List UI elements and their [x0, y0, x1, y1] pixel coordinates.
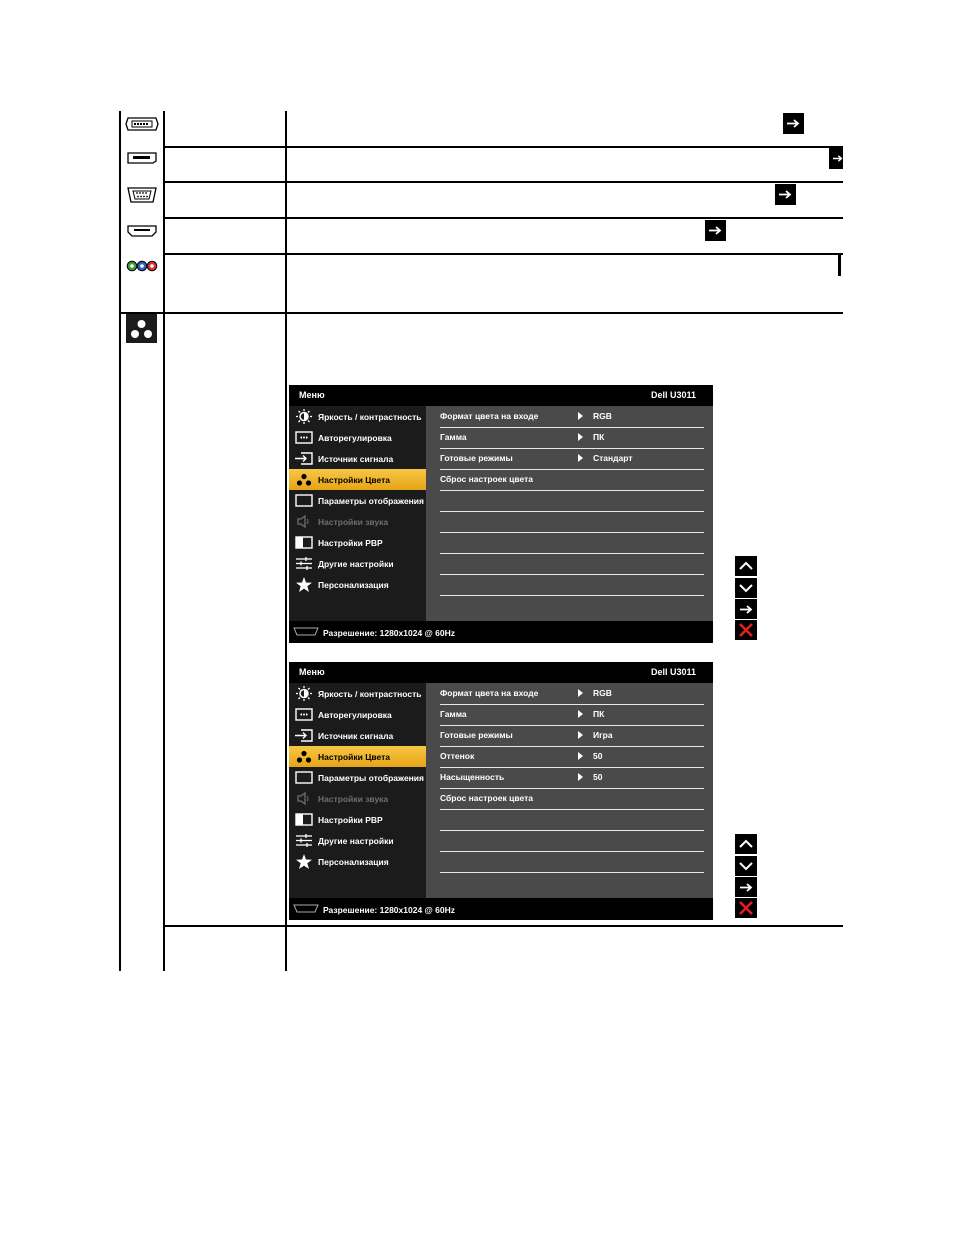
option-row: [440, 830, 704, 852]
color-settings-icon: [295, 749, 313, 764]
triangle-right-icon: [578, 731, 583, 739]
other-settings-icon: [295, 556, 313, 571]
option-value: 50: [593, 772, 603, 782]
option-label: Готовые режимы: [440, 730, 513, 740]
right-arrow-icon: [783, 113, 804, 134]
row-divider: [163, 146, 843, 148]
vga-connector-icon: [126, 186, 158, 204]
enter-button[interactable]: [735, 599, 757, 619]
osd-model-name: Dell U3011: [650, 390, 696, 400]
right-arrow-icon: [775, 184, 796, 205]
menu-item-brightness[interactable]: [289, 683, 426, 704]
menu-item-label: Яркость / контрастность: [318, 412, 422, 422]
option-row[interactable]: [440, 788, 704, 810]
component-rgb-connectors-icon: [126, 260, 158, 272]
option-row[interactable]: [440, 704, 704, 726]
osd-submenu: [426, 406, 713, 621]
option-row: [440, 532, 704, 554]
option-value: RGB: [593, 688, 612, 698]
triangle-right-icon: [578, 454, 583, 462]
menu-item-label: Настройки Цвета: [318, 475, 391, 485]
row-divider: [163, 253, 843, 255]
hdmi-connector-icon: [127, 225, 157, 237]
vga-connector-icon: [293, 904, 319, 913]
osd-footer: [289, 898, 713, 920]
displayport-connector-icon: [127, 152, 157, 164]
menu-item-label: Авторегулировка: [318, 433, 392, 443]
down-icon: [739, 861, 753, 871]
option-row[interactable]: [440, 469, 704, 491]
input-source-icon: [295, 728, 313, 743]
menu-item-pbp[interactable]: [289, 532, 426, 553]
exit-x-icon: [739, 901, 753, 915]
menu-item-audio[interactable]: [289, 511, 426, 532]
menu-item-pbp[interactable]: [289, 809, 426, 830]
right-arrow-icon: [829, 148, 843, 169]
menu-item-color-settings[interactable]: [289, 746, 426, 767]
osd-footer: [289, 621, 713, 643]
option-label: Готовые режимы: [440, 453, 513, 463]
up-button[interactable]: [735, 834, 757, 854]
table-col1-border: [163, 111, 165, 971]
menu-item-label: Авторегулировка: [318, 710, 392, 720]
display-settings-icon: [295, 493, 313, 508]
triangle-right-icon: [578, 412, 583, 420]
color-settings-icon: [126, 314, 157, 343]
exit-button[interactable]: [735, 620, 757, 640]
menu-item-label: Настройки Цвета: [318, 752, 391, 762]
down-icon: [739, 583, 753, 593]
option-row: [440, 511, 704, 533]
menu-item-label: Другие настройки: [318, 559, 394, 569]
brightness-icon: [295, 409, 313, 424]
table-col2-border: [285, 111, 287, 971]
down-button[interactable]: [735, 856, 757, 876]
triangle-right-icon: [578, 433, 583, 441]
menu-item-label: Настройки PBP: [318, 538, 383, 548]
vga-connector-icon: [293, 627, 319, 636]
osd-submenu: [426, 683, 713, 898]
enter-arrow-icon: [740, 883, 753, 892]
option-label: Оттенок: [440, 751, 475, 761]
osd-header: [289, 385, 713, 406]
option-value: Стандарт: [593, 453, 633, 463]
triangle-right-icon: [578, 710, 583, 718]
option-value: 50: [593, 751, 603, 761]
option-row[interactable]: [440, 767, 704, 789]
menu-item-display-settings[interactable]: [289, 490, 426, 511]
osd-main-menu: [289, 406, 426, 621]
button-edge-fragment: [838, 255, 841, 276]
row-divider: [119, 312, 843, 314]
other-settings-icon: [295, 833, 313, 848]
option-label: Гамма: [440, 709, 467, 719]
option-row: [440, 553, 704, 575]
menu-item-input-source[interactable]: [289, 725, 426, 746]
osd-header: [289, 662, 713, 683]
color-settings-icon: [295, 472, 313, 487]
option-label: Сброс настроек цвета: [440, 793, 533, 803]
row-divider: [163, 217, 843, 219]
menu-item-label: Параметры отображения: [318, 773, 424, 783]
menu-item-other-settings[interactable]: [289, 553, 426, 574]
triangle-right-icon: [578, 773, 583, 781]
option-label: Гамма: [440, 432, 467, 442]
up-icon: [739, 839, 753, 849]
option-row[interactable]: [440, 746, 704, 768]
menu-item-personalize[interactable]: [289, 851, 426, 872]
option-value: RGB: [593, 411, 612, 421]
osd-screen: [289, 662, 713, 920]
osd-menu-title: Меню: [299, 390, 325, 400]
down-button[interactable]: [735, 578, 757, 598]
option-label: Формат цвета на входе: [440, 688, 539, 698]
menu-item-audio[interactable]: [289, 788, 426, 809]
menu-item-label: Другие настройки: [318, 836, 394, 846]
option-value: ПК: [593, 432, 605, 442]
audio-icon: [295, 791, 313, 806]
menu-item-personalize[interactable]: [289, 574, 426, 595]
menu-item-label: Настройки звука: [318, 794, 389, 804]
row-divider: [163, 925, 843, 927]
option-label: Насыщенность: [440, 772, 505, 782]
menu-item-label: Параметры отображения: [318, 496, 424, 506]
resolution-text: Разрешение: 1280x1024 @ 60Hz: [323, 905, 456, 915]
pbp-icon: [295, 812, 313, 827]
dvi-connector-icon: [125, 117, 159, 131]
exit-x-icon: [739, 623, 753, 637]
option-row: [440, 851, 704, 873]
resolution-text: Разрешение: 1280x1024 @ 60Hz: [323, 628, 456, 638]
right-arrow-icon: [705, 220, 726, 241]
option-value: Игра: [593, 730, 613, 740]
star-icon: [295, 854, 313, 869]
menu-item-input-source[interactable]: [289, 448, 426, 469]
up-button[interactable]: [735, 556, 757, 576]
option-value: ПК: [593, 709, 605, 719]
menu-item-other-settings[interactable]: [289, 830, 426, 851]
menu-item-auto-adjust[interactable]: [289, 704, 426, 725]
triangle-right-icon: [578, 689, 583, 697]
menu-item-label: Источник сигнала: [318, 731, 394, 741]
menu-item-brightness[interactable]: [289, 406, 426, 427]
option-row[interactable]: [440, 725, 704, 747]
osd-main-menu: [289, 683, 426, 898]
option-row[interactable]: [440, 448, 704, 470]
enter-button[interactable]: [735, 877, 757, 897]
triangle-right-icon: [578, 752, 583, 760]
osd-model-name: Dell U3011: [650, 667, 696, 677]
menu-item-color-settings[interactable]: [289, 469, 426, 490]
option-row[interactable]: [440, 427, 704, 449]
menu-item-label: Настройки звука: [318, 517, 389, 527]
star-icon: [295, 577, 313, 592]
auto-adjust-icon: [295, 430, 313, 445]
table-left-border: [119, 111, 121, 971]
input-source-icon: [295, 451, 313, 466]
menu-item-label: Персонализация: [318, 580, 389, 590]
osd-menu-title: Меню: [299, 667, 325, 677]
auto-adjust-icon: [295, 707, 313, 722]
option-label: Формат цвета на входе: [440, 411, 539, 421]
option-row[interactable]: [440, 683, 704, 705]
display-settings-icon: [295, 770, 313, 785]
menu-item-display-settings[interactable]: [289, 767, 426, 788]
option-label: Сброс настроек цвета: [440, 474, 533, 484]
option-row[interactable]: [440, 406, 704, 428]
option-row: [440, 574, 704, 596]
menu-item-label: Настройки PBP: [318, 815, 383, 825]
brightness-icon: [295, 686, 313, 701]
menu-item-label: Персонализация: [318, 857, 389, 867]
up-icon: [739, 561, 753, 571]
menu-item-label: Яркость / контрастность: [318, 689, 422, 699]
row-divider: [163, 181, 843, 183]
option-row: [440, 809, 704, 831]
menu-item-label: Источник сигнала: [318, 454, 394, 464]
osd-screen: [289, 385, 713, 643]
audio-icon: [295, 514, 313, 529]
menu-item-auto-adjust[interactable]: [289, 427, 426, 448]
exit-button[interactable]: [735, 898, 757, 918]
enter-arrow-icon: [740, 605, 753, 614]
pbp-icon: [295, 535, 313, 550]
option-row: [440, 490, 704, 512]
